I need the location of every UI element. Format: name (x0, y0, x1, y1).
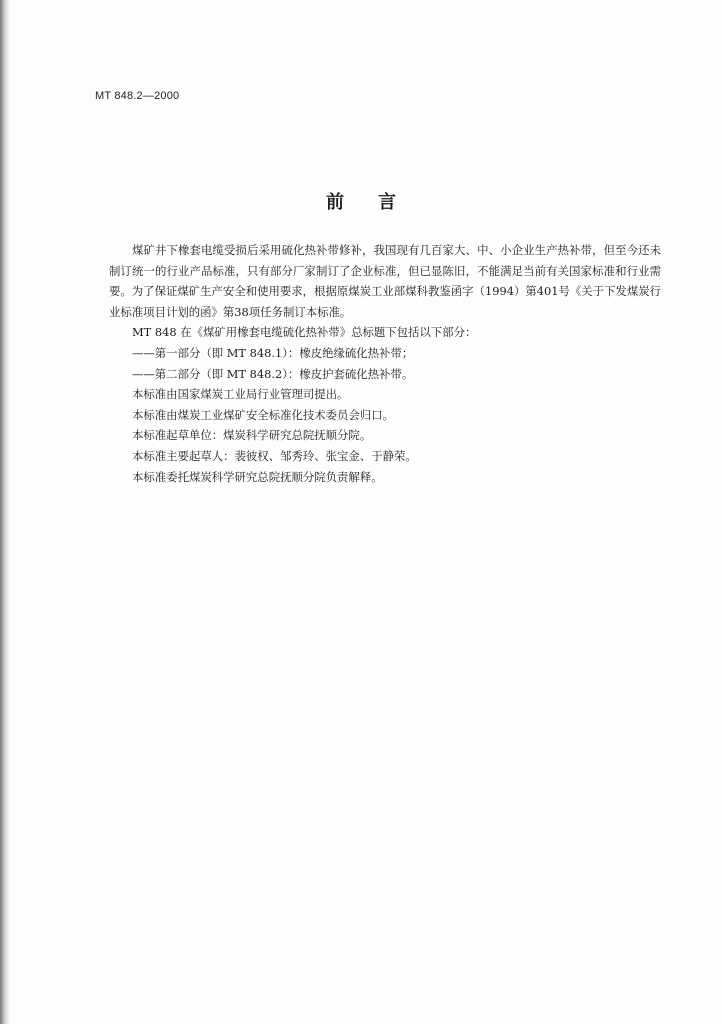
paragraph-interpretation: 本标准委托煤炭科学研究总院抚顺分院负责解释。 (132, 469, 383, 484)
paragraph-drafters: 本标准主要起草人：裴彼权、邹秀玲、张宝金、于静荣。 (132, 448, 417, 463)
paragraph-series-title: MT 848 在《煤矿用橡套电缆硫化热补带》总标题下包括以下部分： (132, 325, 477, 340)
paragraph-centralized-by: 本标准由煤炭工业煤矿安全标准化技术委员会归口。 (132, 407, 394, 422)
foreword-body (109, 240, 661, 487)
heading-char-1: 前 (326, 192, 344, 213)
paragraph-background: 煤矿井下橡套电缆受损后采用硫化热补带修补，我国现有几百家大、中、小企业生产热补带，但至今还未制订统一的行业产品标准，只有部分厂家制订了企业标准，但已显陈旧，不能满足当前有关国家标准和行业需要。为了保证煤矿生产安全和使用要求，根据原煤炭工业部煤科教鉴函字（1994）第401号《关于下发煤炭行业标准项目计划的函》第38项任务制订本标准。 (109, 243, 661, 319)
foreword-heading (0, 188, 722, 214)
paragraph-drafting-unit: 本标准起草单位：煤炭科学研究总院抚顺分院。 (132, 428, 372, 443)
standard-code: MT 848.2—2000 (95, 90, 180, 102)
heading-char-2: 言 (378, 192, 396, 213)
list-item-part-2: ——第二部分（即 MT 848.2）：橡皮护套硫化热补带。 (132, 366, 414, 381)
list-item-part-1: ——第一部分（即 MT 848.1）：橡皮绝缘硫化热补带； (132, 345, 414, 360)
scan-edge-shadow (0, 0, 10, 1024)
paragraph-proposer: 本标准由国家煤炭工业局行业管理司提出。 (132, 387, 349, 402)
